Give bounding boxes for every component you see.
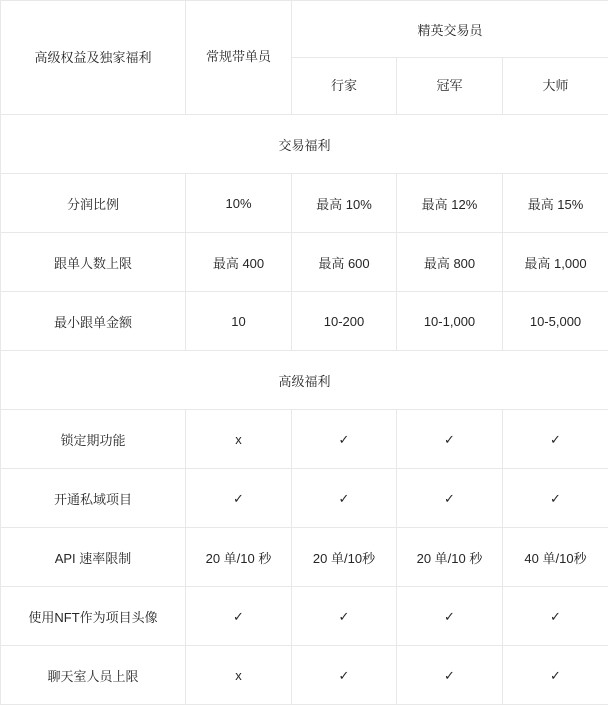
row-value: 40 单/10秒 <box>503 528 608 587</box>
row-value: 20 单/10 秒 <box>397 528 503 587</box>
row-value: 最高 12% <box>397 174 503 233</box>
row-value: 最高 1,000 <box>503 233 608 292</box>
row-label: API 速率限制 <box>1 528 186 587</box>
table-row <box>1 587 608 646</box>
row-value: 最高 800 <box>397 233 503 292</box>
row-value: ✓ <box>186 469 292 528</box>
row-value: ✓ <box>292 587 397 646</box>
row-value: 最高 10% <box>292 174 397 233</box>
row-value: ✓ <box>292 646 397 705</box>
row-value: ✓ <box>397 469 503 528</box>
row-value: 10% <box>186 174 292 233</box>
row-value: 最高 15% <box>503 174 608 233</box>
row-value: ✓ <box>397 646 503 705</box>
table-row <box>1 292 608 351</box>
row-value: ✓ <box>503 469 608 528</box>
table-row <box>1 233 608 292</box>
row-value: 最高 400 <box>186 233 292 292</box>
row-label: 使用NFT作为项目头像 <box>1 587 186 646</box>
row-label: 跟单人数上限 <box>1 233 186 292</box>
row-value: 最高 600 <box>292 233 397 292</box>
row-label: 聊天室人员上限 <box>1 646 186 705</box>
row-value: 10-5,000 <box>503 292 608 351</box>
row-value: 10-200 <box>292 292 397 351</box>
row-value: ✓ <box>503 646 608 705</box>
header-elite-group-label: 精英交易员 <box>292 1 608 58</box>
row-value: ✓ <box>186 587 292 646</box>
row-value: 20 单/10 秒 <box>186 528 292 587</box>
header-regular-column: 常规带单员 <box>186 1 292 115</box>
row-value: x <box>186 646 292 705</box>
header-elite-column-1: 冠军 <box>397 58 503 115</box>
row-value: 10-1,000 <box>397 292 503 351</box>
row-value: ✓ <box>397 587 503 646</box>
table-row <box>1 410 608 469</box>
row-value: ✓ <box>503 410 608 469</box>
row-label: 开通私域项目 <box>1 469 186 528</box>
header-elite-column-2: 大师 <box>503 58 608 115</box>
section-header-advanced <box>1 351 608 410</box>
table-row <box>1 174 608 233</box>
table-row <box>1 469 608 528</box>
row-value: 20 单/10秒 <box>292 528 397 587</box>
table-row <box>1 528 608 587</box>
header-elite-column-0: 行家 <box>292 58 397 115</box>
row-value: ✓ <box>292 469 397 528</box>
section-title: 高级福利 <box>1 351 608 410</box>
row-value: x <box>186 410 292 469</box>
row-label: 锁定期功能 <box>1 410 186 469</box>
row-value: ✓ <box>397 410 503 469</box>
row-label: 最小跟单金额 <box>1 292 186 351</box>
row-value: 10 <box>186 292 292 351</box>
table-header-row-top <box>1 1 608 58</box>
section-title: 交易福利 <box>1 115 608 174</box>
table-row <box>1 646 608 705</box>
section-header-trading <box>1 115 608 174</box>
row-value: ✓ <box>292 410 397 469</box>
row-label: 分润比例 <box>1 174 186 233</box>
row-value: ✓ <box>503 587 608 646</box>
header-corner-label: 高级权益及独家福利 <box>1 1 186 115</box>
